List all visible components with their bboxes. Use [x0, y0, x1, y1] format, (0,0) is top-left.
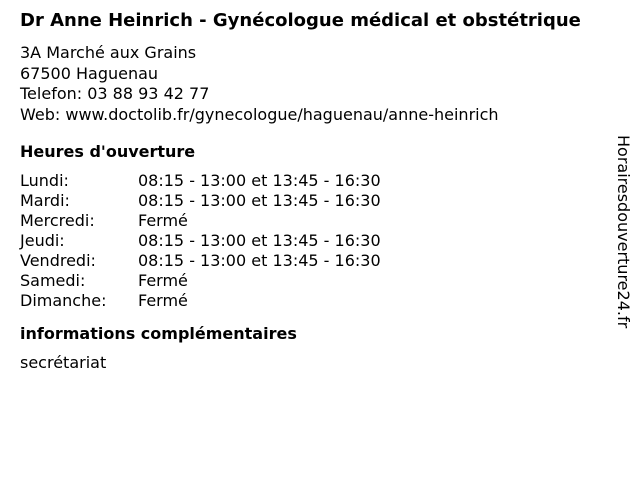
- hours-row-mercredi: [20, 211, 610, 231]
- hours-row-lundi: [20, 171, 610, 191]
- day-label: Vendredi:: [20, 251, 96, 270]
- hours-row-jeudi: [20, 231, 610, 251]
- address-city: 67500 Haguenau: [20, 63, 159, 83]
- additional-info-title: informations complémentaires: [20, 324, 297, 343]
- hours-row-dimanche: [20, 291, 610, 311]
- day-label: Jeudi:: [20, 231, 65, 250]
- day-hours: 08:15 - 13:00 et 13:45 - 16:30: [138, 171, 381, 190]
- address-block: [20, 43, 610, 125]
- day-label: Dimanche:: [20, 291, 107, 310]
- opening-hours-title: Heures d'ouverture: [20, 142, 196, 161]
- hours-row-vendredi: [20, 251, 610, 271]
- day-hours: 08:15 - 13:00 et 13:45 - 16:30: [138, 251, 381, 270]
- day-hours: Fermé: [138, 271, 188, 290]
- day-label: Mercredi:: [20, 211, 95, 230]
- day-label: Lundi:: [20, 171, 69, 190]
- hours-row-mardi: [20, 191, 610, 211]
- day-hours: 08:15 - 13:00 et 13:45 - 16:30: [138, 231, 381, 250]
- hours-row-samedi: [20, 271, 610, 291]
- day-label: Samedi:: [20, 271, 86, 290]
- site-watermark: Horairesdouverture24.fr: [614, 135, 633, 329]
- day-hours: Fermé: [138, 291, 188, 310]
- address-street: 3A Marché aux Grains: [20, 43, 197, 62]
- additional-info-text: secrétariat: [20, 353, 107, 372]
- website: Web: www.doctolib.fr/gynecologue/haguenau/anne-heinrich: [20, 104, 499, 124]
- day-label: Mardi:: [20, 191, 70, 210]
- listing-content: [20, 10, 610, 373]
- page-title: Dr Anne Heinrich - Gynécologue médical et obstétrique: [20, 10, 581, 31]
- phone-number: Telefon: 03 88 93 42 77: [20, 84, 210, 103]
- day-hours: Fermé: [138, 211, 188, 230]
- day-hours: 08:15 - 13:00 et 13:45 - 16:30: [138, 191, 381, 210]
- opening-hours-table: [20, 171, 610, 311]
